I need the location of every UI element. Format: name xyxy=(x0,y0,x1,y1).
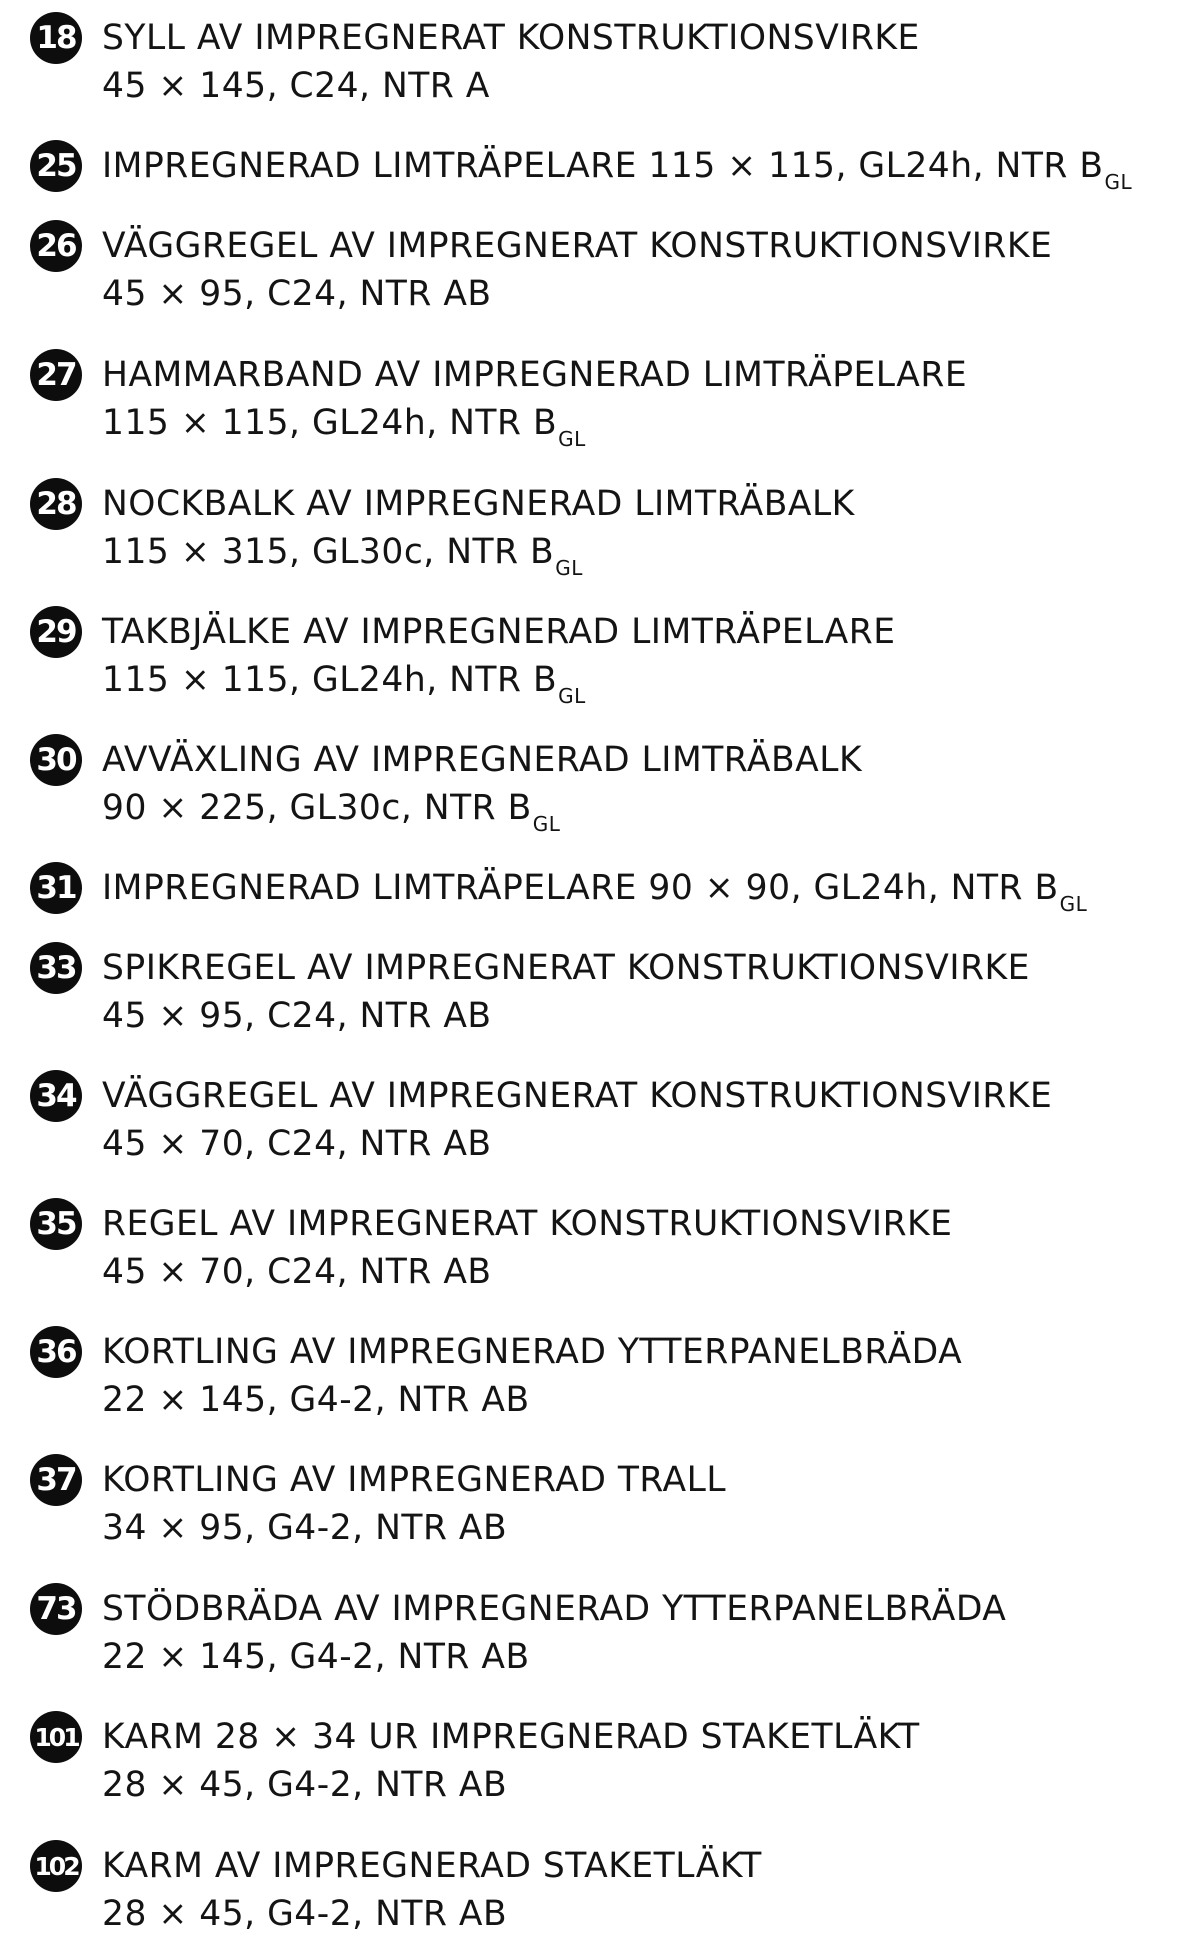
item-number-badge: 37 xyxy=(30,1454,82,1506)
item-title-text: SPIKREGEL AV IMPREGNERAT KONSTRUKTIONSVIRKE xyxy=(102,948,1030,988)
item-number-badge: 35 xyxy=(30,1198,82,1250)
item-spec xyxy=(102,530,583,578)
item-title xyxy=(102,224,1053,272)
item-spec-text: 115 × 115, GL24h, NTR B xyxy=(102,403,558,443)
item-spec-text: 45 × 70, C24, NTR AB xyxy=(102,1252,492,1292)
item-number-badge: 33 xyxy=(30,942,82,994)
item-spec xyxy=(102,658,586,706)
item-number-badge: 30 xyxy=(30,734,82,786)
item-spec-text: 22 × 145, G4-2, NTR AB xyxy=(102,1637,530,1677)
item-number-badge: 102 xyxy=(30,1840,82,1892)
item-spec-text: 45 × 95, C24, NTR AB xyxy=(102,996,492,1036)
item-spec-subscript: GL xyxy=(555,556,583,580)
item-number-badge: 29 xyxy=(30,606,82,658)
item-title-text: REGEL AV IMPREGNERAT KONSTRUKTIONSVIRKE xyxy=(102,1204,953,1244)
item-spec xyxy=(102,1763,508,1811)
item-spec-text: 45 × 70, C24, NTR AB xyxy=(102,1124,492,1164)
item-title-text: KORTLING AV IMPREGNERAD TRALL xyxy=(102,1460,727,1500)
item-number-badge: 27 xyxy=(30,349,82,401)
item-title-text: KORTLING AV IMPREGNERAD YTTERPANELBRÄDA xyxy=(102,1332,963,1372)
item-title xyxy=(102,946,1031,994)
item-spec-text: 115 × 115, GL24h, NTR B xyxy=(102,660,558,700)
item-spec-text: 34 × 95, G4-2, NTR AB xyxy=(102,1508,508,1548)
item-spec-subscript: GL xyxy=(558,684,586,708)
item-title xyxy=(102,1074,1053,1122)
item-spec xyxy=(102,1635,531,1683)
item-number-badge: 101 xyxy=(30,1711,82,1763)
item-number-badge: 34 xyxy=(30,1070,82,1122)
item-spec xyxy=(102,786,560,834)
item-title xyxy=(102,610,897,658)
item-title-text: TAKBJÄLKE AV IMPREGNERAD LIMTRÄPELARE xyxy=(102,612,896,652)
item-number-badge: 36 xyxy=(30,1326,82,1378)
item-title xyxy=(102,1587,1007,1635)
item-title xyxy=(102,1458,727,1506)
item-title-text: IMPREGNERAD LIMTRÄPELARE 90 × 90, GL24h, NTR B xyxy=(102,868,1059,908)
item-spec xyxy=(102,1250,493,1298)
item-spec-text: 22 × 145, G4-2, NTR AB xyxy=(102,1380,530,1420)
item-number-badge: 25 xyxy=(30,140,82,192)
item-title-text: SYLL AV IMPREGNERAT KONSTRUKTIONSVIRKE xyxy=(102,18,920,58)
item-spec xyxy=(102,272,493,320)
item-title xyxy=(102,1715,921,1763)
item-spec xyxy=(102,1506,508,1554)
item-spec-subscript: GL xyxy=(532,812,561,836)
item-spec-text: 45 × 95, C24, NTR AB xyxy=(102,274,492,314)
item-title-text: STÖDBRÄDA AV IMPREGNERAD YTTERPANELBRÄDA xyxy=(102,1589,1007,1629)
item-number-badge: 73 xyxy=(30,1583,82,1635)
item-title xyxy=(102,738,863,786)
item-title xyxy=(102,1330,963,1378)
item-number-badge: 28 xyxy=(30,478,82,530)
item-title-text: VÄGGREGEL AV IMPREGNERAT KONSTRUKTIONSVIRKE xyxy=(102,1076,1053,1116)
item-number-badge: 18 xyxy=(30,12,82,64)
item-spec xyxy=(102,1378,531,1426)
item-title-subscript: GL xyxy=(1104,170,1133,194)
item-spec-text: 90 × 225, GL30c, NTR B xyxy=(102,788,532,828)
item-number-badge: 31 xyxy=(30,862,82,914)
item-number-badge: 26 xyxy=(30,220,82,272)
item-title-text: HAMMARBAND AV IMPREGNERAD LIMTRÄPELARE xyxy=(102,355,968,395)
item-spec xyxy=(102,64,491,112)
item-title xyxy=(102,144,1132,192)
item-title xyxy=(102,482,856,530)
item-title-text: AVVÄXLING AV IMPREGNERAD LIMTRÄBALK xyxy=(102,740,863,780)
item-spec-text: 45 × 145, C24, NTR A xyxy=(102,66,490,106)
item-spec xyxy=(102,994,493,1042)
item-title-text: IMPREGNERAD LIMTRÄPELARE 115 × 115, GL24h, NTR B xyxy=(102,146,1104,186)
item-spec-text: 115 × 315, GL30c, NTR B xyxy=(102,532,555,572)
item-title-text: VÄGGREGEL AV IMPREGNERAT KONSTRUKTIONSVIRKE xyxy=(102,226,1053,266)
item-spec-text: 28 × 45, G4-2, NTR AB xyxy=(102,1765,508,1805)
item-title-text: NOCKBALK AV IMPREGNERAD LIMTRÄBALK xyxy=(102,484,855,524)
item-title xyxy=(102,1202,953,1250)
item-title xyxy=(102,16,921,64)
item-spec-subscript: GL xyxy=(558,427,586,451)
item-title xyxy=(102,353,968,401)
item-spec xyxy=(102,401,586,449)
item-title xyxy=(102,1844,763,1892)
item-spec xyxy=(102,1122,493,1170)
item-title-text: KARM AV IMPREGNERAD STAKETLÄKT xyxy=(102,1846,762,1886)
item-title-text: KARM 28 × 34 UR IMPREGNERAD STAKETLÄKT xyxy=(102,1717,920,1757)
item-title-subscript: GL xyxy=(1059,892,1088,916)
item-spec xyxy=(102,1892,508,1940)
item-spec-text: 28 × 45, G4-2, NTR AB xyxy=(102,1894,508,1934)
item-title xyxy=(102,866,1087,914)
